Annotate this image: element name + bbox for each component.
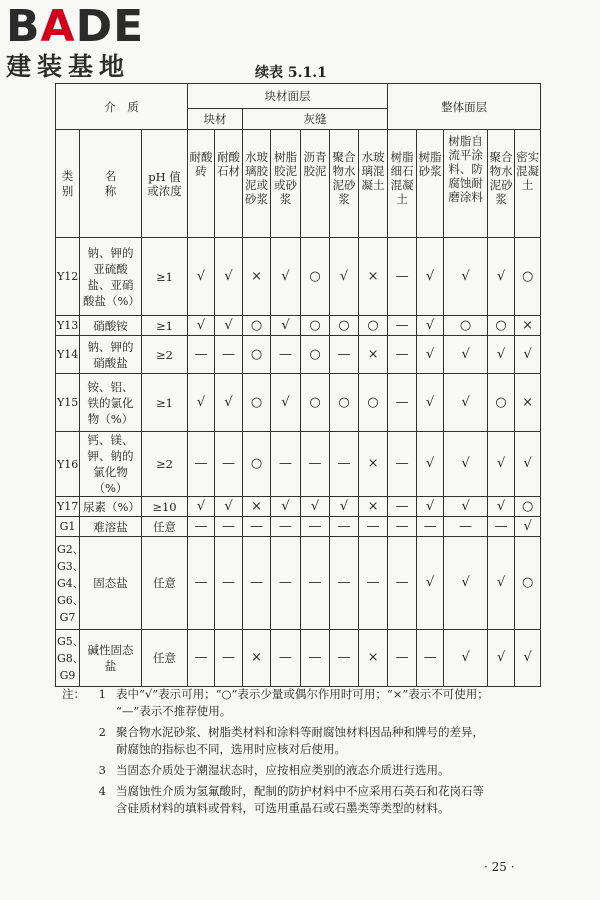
symbol-cell: √: [444, 497, 488, 517]
table-title: 续表 5.1.1: [255, 65, 327, 81]
name-cell: 硝酸铵: [80, 316, 142, 336]
category-cell: Y12: [56, 238, 80, 316]
category-cell: G5、G8、G9: [56, 630, 80, 687]
symbol-cell: ○: [243, 432, 271, 497]
name-cell: 钠、钾的亚硫酸盐、亚硝酸盐（%）: [80, 238, 142, 316]
name-cell: 碱性固态盐: [80, 630, 142, 687]
symbol-cell: √: [515, 630, 541, 687]
ph-cell: 任意: [142, 537, 188, 630]
grout-header: 灰缝: [243, 109, 388, 130]
symbol-cell: √: [515, 432, 541, 497]
name-cell: 钠、钾的硝酸盐: [80, 336, 142, 374]
symbol-cell: √: [271, 238, 301, 316]
symbol-cell: —: [215, 336, 243, 374]
ph-cell: ≥10: [142, 497, 188, 517]
note-prefix: 注：: [62, 687, 85, 701]
symbol-cell: —: [301, 537, 330, 630]
name-cell: 难溶盐: [80, 517, 142, 537]
symbol-cell: ○: [301, 316, 330, 336]
symbol-cell: —: [388, 630, 417, 687]
note-line: 当固态介质处于潮湿状态时，应按相应类别的液态介质进行选用。: [116, 763, 450, 777]
symbol-cell: —: [301, 630, 330, 687]
symbol-cell: ○: [243, 336, 271, 374]
symbol-cell: —: [188, 630, 215, 687]
symbol-cell: √: [215, 316, 243, 336]
symbol-cell: ×: [359, 630, 388, 687]
table-row: [56, 316, 541, 336]
logo-subtitle: 建装基地: [6, 52, 131, 81]
symbol-cell: —: [388, 316, 417, 336]
symbol-cell: —: [330, 537, 359, 630]
note-number: 4: [98, 784, 106, 798]
symbol-cell: √: [330, 238, 359, 316]
name-cell: 尿素（%）: [80, 497, 142, 517]
symbol-cell: —: [188, 336, 215, 374]
table-row: [56, 238, 541, 316]
note-item: [62, 686, 542, 720]
symbol-cell: √: [444, 537, 488, 630]
table-row: [56, 432, 541, 497]
corrosion-table: [55, 83, 541, 687]
symbol-cell: ○: [359, 316, 388, 336]
block-header: 块材: [188, 109, 243, 130]
symbol-cell: —: [388, 374, 417, 432]
symbol-cell: √: [188, 374, 215, 432]
col-header: 聚合物水泥砂浆: [330, 130, 359, 238]
symbol-cell: √: [488, 630, 515, 687]
notes: [62, 686, 542, 821]
ph-cell: ≥2: [142, 432, 188, 497]
col-header: 树脂胶泥或砂浆: [271, 130, 301, 238]
symbol-cell: —: [188, 517, 215, 537]
symbol-cell: ○: [301, 374, 330, 432]
category-cell: Y15: [56, 374, 80, 432]
symbol-cell: ○: [330, 316, 359, 336]
col-header: 聚合物水泥砂浆: [488, 130, 515, 238]
category-cell: Y17: [56, 497, 80, 517]
symbol-cell: —: [330, 432, 359, 497]
symbol-cell: √: [215, 238, 243, 316]
note-item: [62, 783, 542, 817]
symbol-cell: —: [243, 537, 271, 630]
name-header: 名称: [80, 130, 142, 238]
category-cell: Y14: [56, 336, 80, 374]
symbol-cell: √: [417, 336, 444, 374]
col-header: 耐酸石材: [215, 130, 243, 238]
symbol-cell: —: [188, 537, 215, 630]
symbol-cell: √: [488, 336, 515, 374]
symbol-cell: ○: [515, 537, 541, 630]
symbol-cell: —: [271, 336, 301, 374]
symbol-cell: ×: [515, 316, 541, 336]
note-line: 表中“√”表示可用；“○”表示少量或偶尔作用时可用；“×”表示不可使用；: [116, 687, 489, 701]
note-item: [62, 724, 542, 758]
symbol-cell: √: [417, 316, 444, 336]
symbol-cell: —: [388, 537, 417, 630]
symbol-cell: √: [488, 238, 515, 316]
note-line: 含硅质材料的填料或骨料，可选用重晶石或石墨类等类型的材料。: [116, 801, 450, 815]
bade-logo: [6, 1, 176, 82]
symbol-cell: —: [388, 497, 417, 517]
medium-header: 介 质: [56, 84, 188, 130]
symbol-cell: √: [444, 432, 488, 497]
symbol-cell: √: [215, 497, 243, 517]
symbol-cell: —: [359, 537, 388, 630]
symbol-cell: ○: [359, 374, 388, 432]
symbol-cell: —: [359, 517, 388, 537]
category-header: 类别: [56, 130, 80, 238]
symbol-cell: —: [330, 336, 359, 374]
symbol-cell: √: [271, 497, 301, 517]
table-row: [56, 630, 541, 687]
note-number: 1: [98, 687, 106, 701]
symbol-cell: —: [215, 517, 243, 537]
note-line: 聚合物水泥砂浆、树脂类材料和涂料等耐腐蚀材料因品种和牌号的差异，: [116, 725, 484, 739]
symbol-cell: —: [417, 517, 444, 537]
symbol-cell: √: [515, 517, 541, 537]
ph-cell: ≥2: [142, 336, 188, 374]
col-header: 树脂细石混凝土: [388, 130, 417, 238]
col-header: 水玻璃混凝土: [359, 130, 388, 238]
symbol-cell: √: [330, 497, 359, 517]
symbol-cell: √: [444, 336, 488, 374]
ph-header: pH 值或浓度: [142, 130, 188, 238]
name-cell: 铵、铝、铁的氯化物（%）: [80, 374, 142, 432]
symbol-cell: √: [417, 374, 444, 432]
symbol-cell: ○: [243, 374, 271, 432]
symbol-cell: ○: [444, 316, 488, 336]
symbol-cell: √: [215, 374, 243, 432]
note-number: 3: [98, 763, 106, 777]
category-cell: Y13: [56, 316, 80, 336]
symbol-cell: —: [388, 517, 417, 537]
symbol-cell: ○: [301, 238, 330, 316]
note-line: 耐腐蚀的指标也不同，选用时应核对后使用。: [116, 742, 346, 756]
column-header-row: [56, 130, 541, 238]
table-row: [56, 336, 541, 374]
symbol-cell: ○: [488, 374, 515, 432]
col-header: 沥青胶泥: [301, 130, 330, 238]
symbol-cell: ×: [515, 374, 541, 432]
symbol-cell: —: [444, 517, 488, 537]
symbol-cell: √: [488, 537, 515, 630]
ph-cell: ≥1: [142, 374, 188, 432]
col-header: 树脂砂浆: [417, 130, 444, 238]
name-cell: 钙、镁、钾、钠的氯化物（%）: [80, 432, 142, 497]
col-header: 耐酸砖: [188, 130, 215, 238]
symbol-cell: √: [301, 497, 330, 517]
symbol-cell: √: [515, 336, 541, 374]
symbol-cell: √: [444, 630, 488, 687]
note-line: “—”表示不推荐使用。: [116, 704, 232, 718]
symbol-cell: √: [417, 537, 444, 630]
page-number: · 25 ·: [484, 860, 515, 874]
block-surface-header: 块材面层: [188, 84, 388, 109]
symbol-cell: —: [417, 630, 444, 687]
symbol-cell: ○: [330, 374, 359, 432]
symbol-cell: √: [417, 238, 444, 316]
symbol-cell: —: [271, 432, 301, 497]
name-cell: 固态盐: [80, 537, 142, 630]
symbol-cell: √: [271, 316, 301, 336]
symbol-cell: —: [215, 630, 243, 687]
symbol-cell: √: [188, 316, 215, 336]
symbol-cell: √: [488, 497, 515, 517]
symbol-cell: ○: [515, 497, 541, 517]
symbol-cell: —: [271, 517, 301, 537]
category-cell: G2、G3、G4、G6、G7: [56, 537, 80, 630]
symbol-cell: ○: [488, 316, 515, 336]
symbol-cell: ×: [243, 238, 271, 316]
col-header: 树脂自流平涂料、防腐蚀耐磨涂料: [444, 130, 488, 238]
note-item: [62, 762, 542, 779]
symbol-cell: √: [417, 497, 444, 517]
ph-cell: ≥1: [142, 238, 188, 316]
symbol-cell: ○: [515, 238, 541, 316]
symbol-cell: √: [444, 374, 488, 432]
table-row: [56, 374, 541, 432]
symbol-cell: ○: [301, 336, 330, 374]
col-header: 密实混凝土: [515, 130, 541, 238]
table-row: [56, 537, 541, 630]
symbol-cell: ×: [359, 238, 388, 316]
symbol-cell: —: [215, 537, 243, 630]
symbol-cell: ×: [359, 432, 388, 497]
symbol-cell: ×: [243, 497, 271, 517]
symbol-cell: √: [188, 238, 215, 316]
symbol-cell: —: [243, 517, 271, 537]
note-number: 2: [98, 725, 106, 739]
symbol-cell: ×: [359, 336, 388, 374]
symbol-cell: √: [417, 432, 444, 497]
symbol-cell: —: [215, 432, 243, 497]
note-line: 当腐蚀性介质为氢氟酸时，配制的防护材料中不应采用石英石和花岗石等: [116, 784, 484, 798]
ph-cell: 任意: [142, 630, 188, 687]
symbol-cell: —: [330, 517, 359, 537]
symbol-cell: —: [188, 432, 215, 497]
symbol-cell: ○: [243, 316, 271, 336]
monolithic-header: 整体面层: [388, 84, 541, 130]
category-cell: Y16: [56, 432, 80, 497]
ph-cell: 任意: [142, 517, 188, 537]
symbol-cell: —: [388, 336, 417, 374]
logo-wordmark: BADE: [6, 1, 145, 52]
symbol-cell: ×: [243, 630, 271, 687]
symbol-cell: —: [271, 537, 301, 630]
symbol-cell: √: [188, 497, 215, 517]
symbol-cell: —: [330, 630, 359, 687]
symbol-cell: —: [488, 517, 515, 537]
table-row: [56, 497, 541, 517]
symbol-cell: —: [388, 432, 417, 497]
symbol-cell: √: [488, 432, 515, 497]
col-header: 水玻璃胶泥或砂浆: [243, 130, 271, 238]
symbol-cell: —: [271, 630, 301, 687]
symbol-cell: √: [444, 238, 488, 316]
symbol-cell: ×: [359, 497, 388, 517]
ph-cell: ≥1: [142, 316, 188, 336]
symbol-cell: —: [301, 517, 330, 537]
category-cell: G1: [56, 517, 80, 537]
table-row: [56, 517, 541, 537]
symbol-cell: —: [301, 432, 330, 497]
symbol-cell: —: [388, 238, 417, 316]
symbol-cell: √: [271, 374, 301, 432]
